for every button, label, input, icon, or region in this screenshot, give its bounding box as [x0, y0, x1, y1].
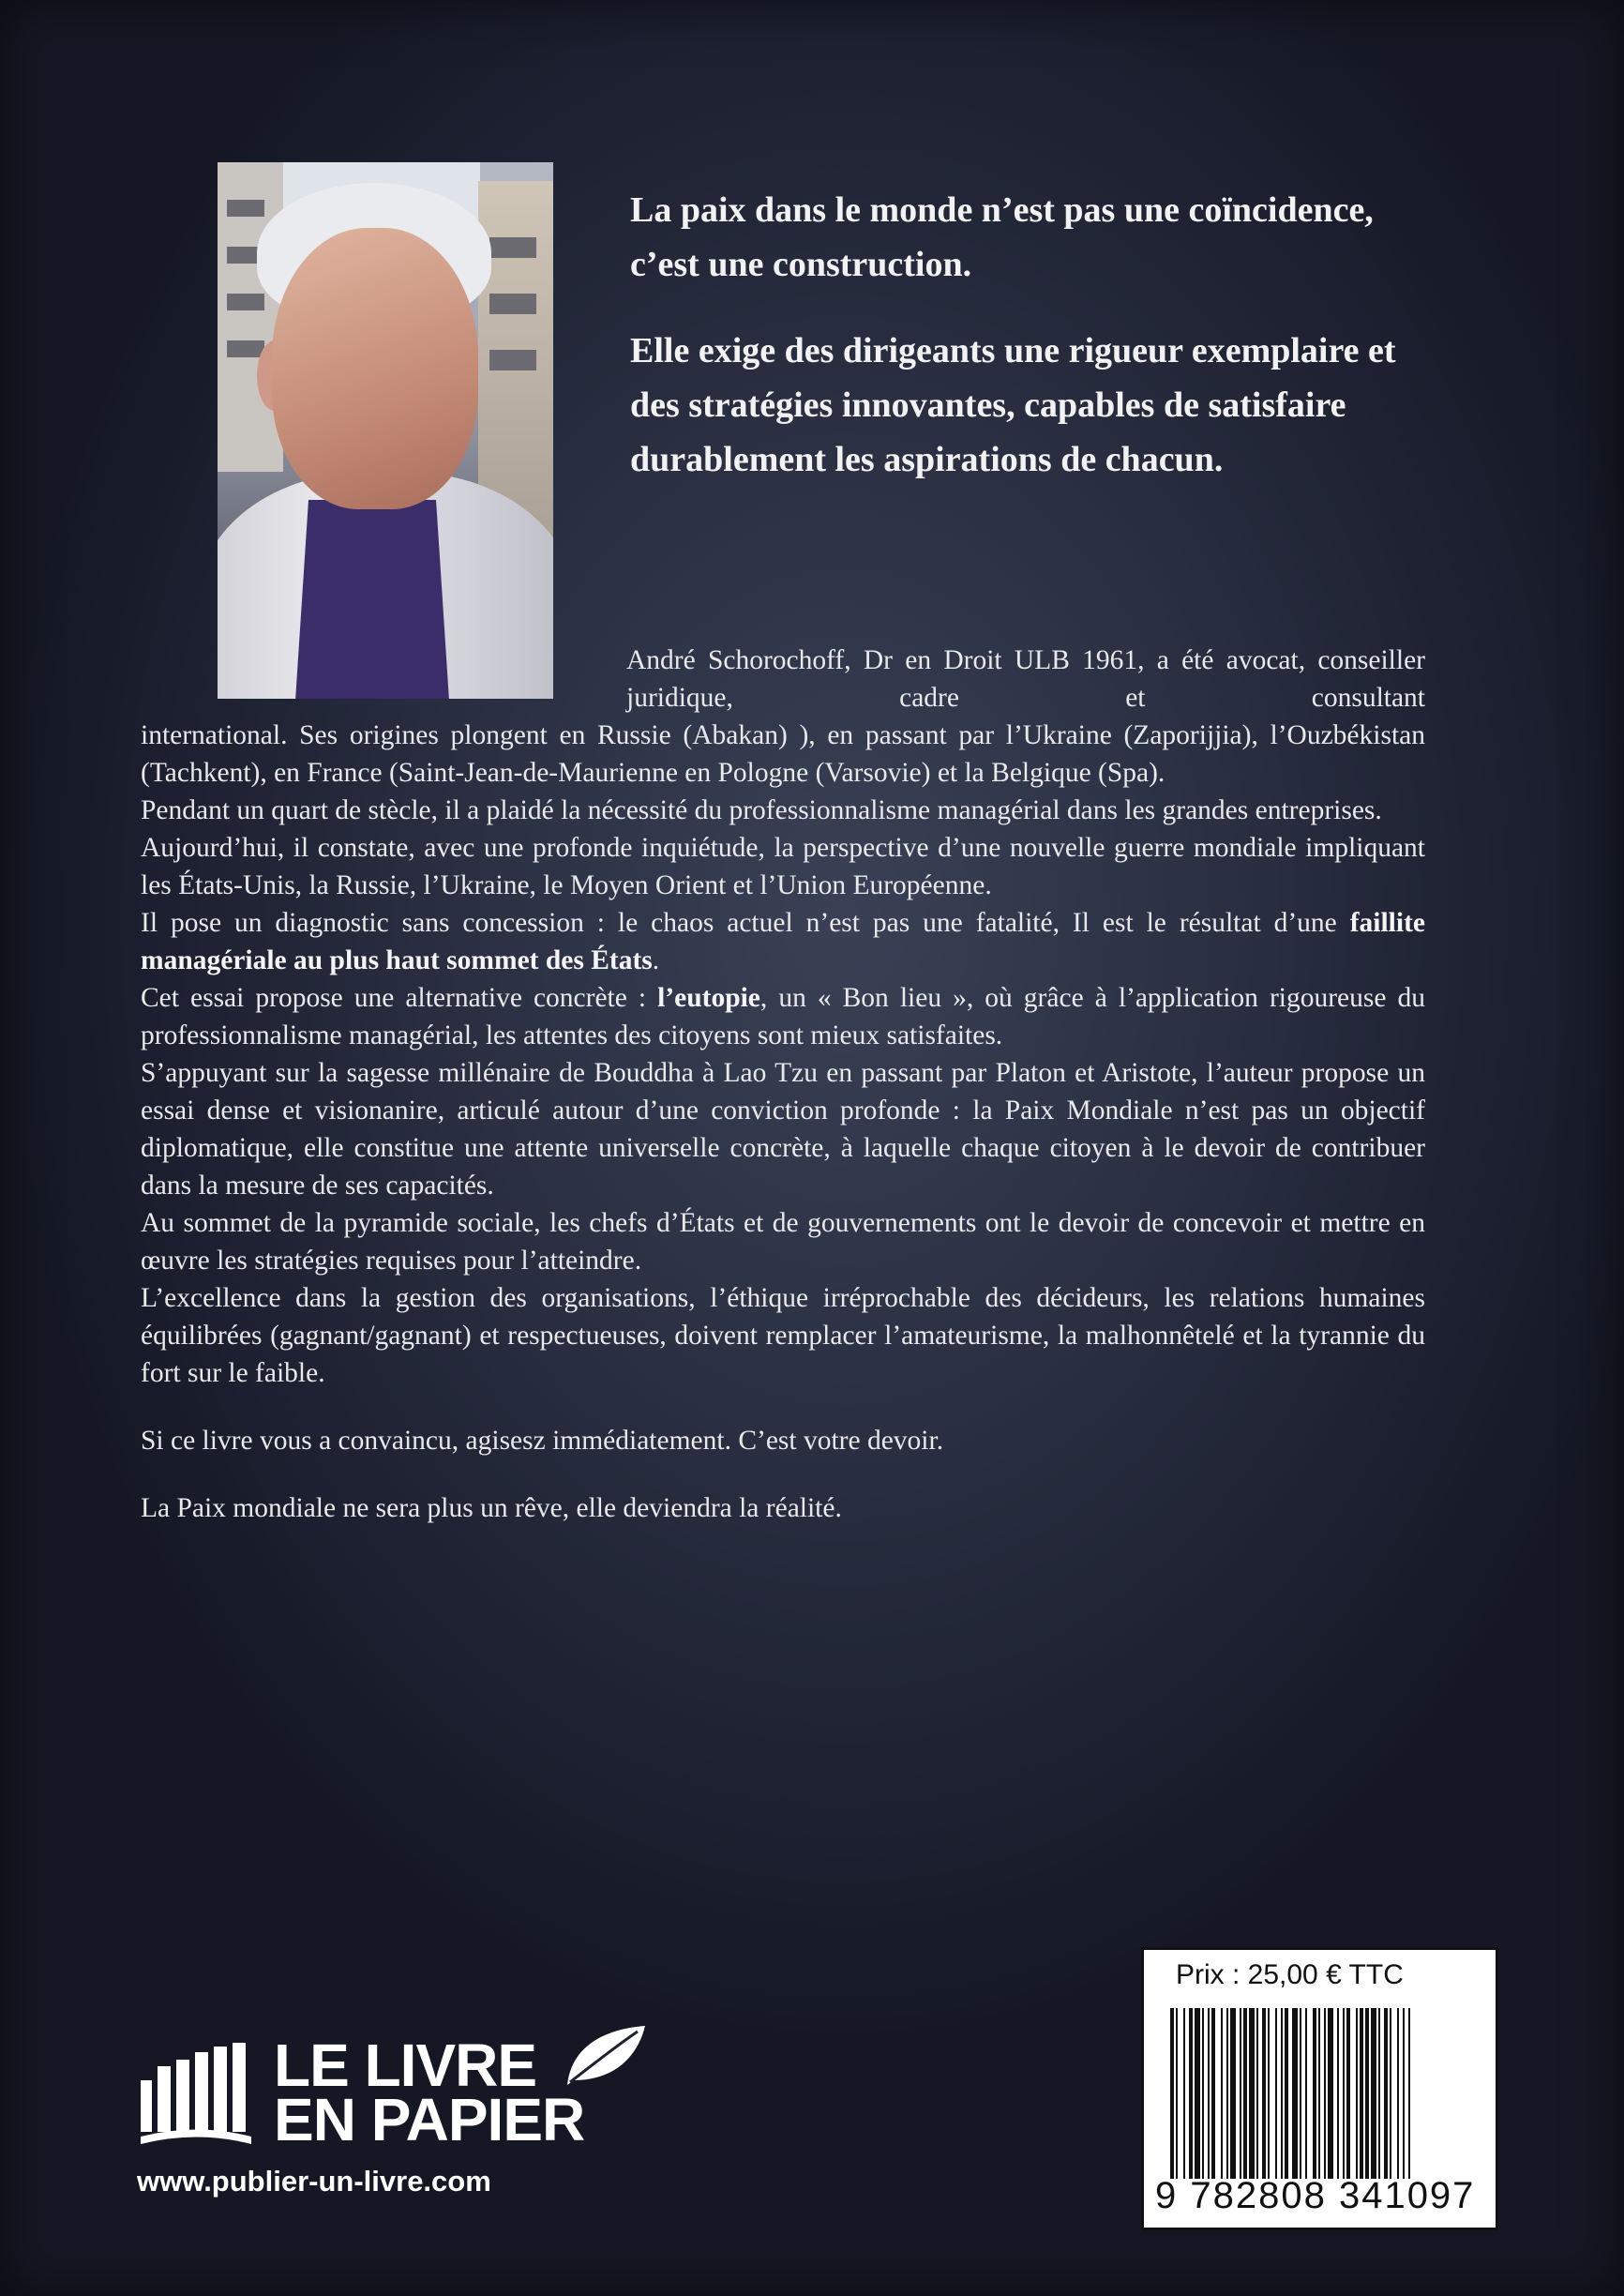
books-icon: [141, 2043, 253, 2146]
leaf-icon: [563, 2024, 647, 2090]
paragraph-4: [141, 979, 1425, 1054]
paragraph-3-bold: faillite managériale au plus haut sommet des États: [141, 908, 1425, 975]
publisher-logo: [131, 2024, 656, 2202]
paragraph-9: La Paix mondiale ne sera plus un rêve, elle deviendra la réalité.: [141, 1493, 842, 1523]
publisher-name-line1: LE LIVRE: [274, 2032, 537, 2099]
paragraph-1: Pendant un quart de stècle, il a plaidé la nécessité du professionnalisme managérial dans les grandes entreprises.: [141, 795, 1382, 825]
price-label: Prix : 25,00 € TTC: [1176, 1959, 1404, 1990]
price-barcode-box: [1141, 1947, 1498, 2230]
paragraph-6: Au sommet de la pyramide sociale, les chefs d’États et de gouvernements ont le devoir de concevoir et mettre en œuvre les stratégies requises pour l’atteindre.: [141, 1208, 1425, 1276]
paragraph-3-start: Il pose un diagnostic sans concession : le chaos actuel n’est pas une fatalité, Il est le résultat d’une: [141, 908, 1350, 938]
paragraph-7: L’excellence dans la gestion des organisations, l’éthique irréprochable des décideurs, les relations humaines équilibrées (gagnant/gagnant) et respectueuses, doivent remplacer l’amateurisme, la malhonnêtelé et la tyrannie du fort sur le faible.: [141, 1283, 1425, 1388]
author-photo: [218, 162, 553, 699]
bio-text: international. Ses origines plongent en Russie (Abakan) ), en passant par l’Ukraine (Zaporijjia), l’Ouzbékistan (Tachkent), en France (Saint-Jean-de-Maurienne en Pologne (Varsovie) et la Belgique (Spa).: [141, 720, 1425, 788]
paragraph-8: Si ce livre vous a convaincu, agisesz immédiatement. C’est votre devoir.: [141, 1426, 944, 1456]
isbn-barcode: [1170, 2008, 1470, 2179]
paragraph-3-end: .: [652, 945, 660, 975]
headline-2: Elle exige des dirigeants une rigueur exemplaire et des stratégies innovantes, capables de satisfaire durablement les aspirations de chacun.: [630, 331, 1396, 479]
paragraph-4-start: Cet essai propose une alternative concrète :: [141, 983, 658, 1013]
paragraph-4-end: , un « Bon lieu », où grâce à l’application rigoureuse du professionnalisme managérial, les attentes des citoyens sont mieux satisfaites.: [141, 983, 1425, 1050]
publisher-url: www.publier-un-livre.com: [137, 2165, 491, 2198]
paragraph-3: [141, 904, 1425, 979]
paragraph-2: Aujourd’hui, il constate, avec une profonde inquiétude, la perspective d’une nouvelle guerre mondiale impliquant les États-Unis, la Russie, l’Ukraine, le Moyen Orient et l’Union Européenne.: [141, 833, 1425, 900]
headline-1: La paix dans le monde n’est pas une coïncidence, c’est une construction.: [630, 190, 1374, 284]
author-bio-intro: [626, 642, 1425, 717]
paragraph-4-bold: l’eutopie: [657, 983, 760, 1013]
bio-intro-text: André Schorochoff, Dr en Droit ULB 1961, a été avocat, conseiller juridique, cadre et consultant: [626, 645, 1425, 713]
description-body: [141, 717, 1425, 1527]
isbn-number: 9 782808 341097: [1155, 2175, 1476, 2216]
publisher-name-line2: EN PAPIER: [274, 2086, 585, 2153]
paragraph-5: S’appuyant sur la sagesse millénaire de Bouddha à Lao Tzu en passant par Platon et Aristote, l’auteur propose un essai dense et visionanire, articulé autour d’une conviction profonde : la Paix Mondiale n’est pas un objectif diplomatique, elle constitue une attente universelle concrète, à laquelle chaque citoyen à le devoir de contribuer dans la mesure de ses capacités.: [141, 1058, 1425, 1201]
